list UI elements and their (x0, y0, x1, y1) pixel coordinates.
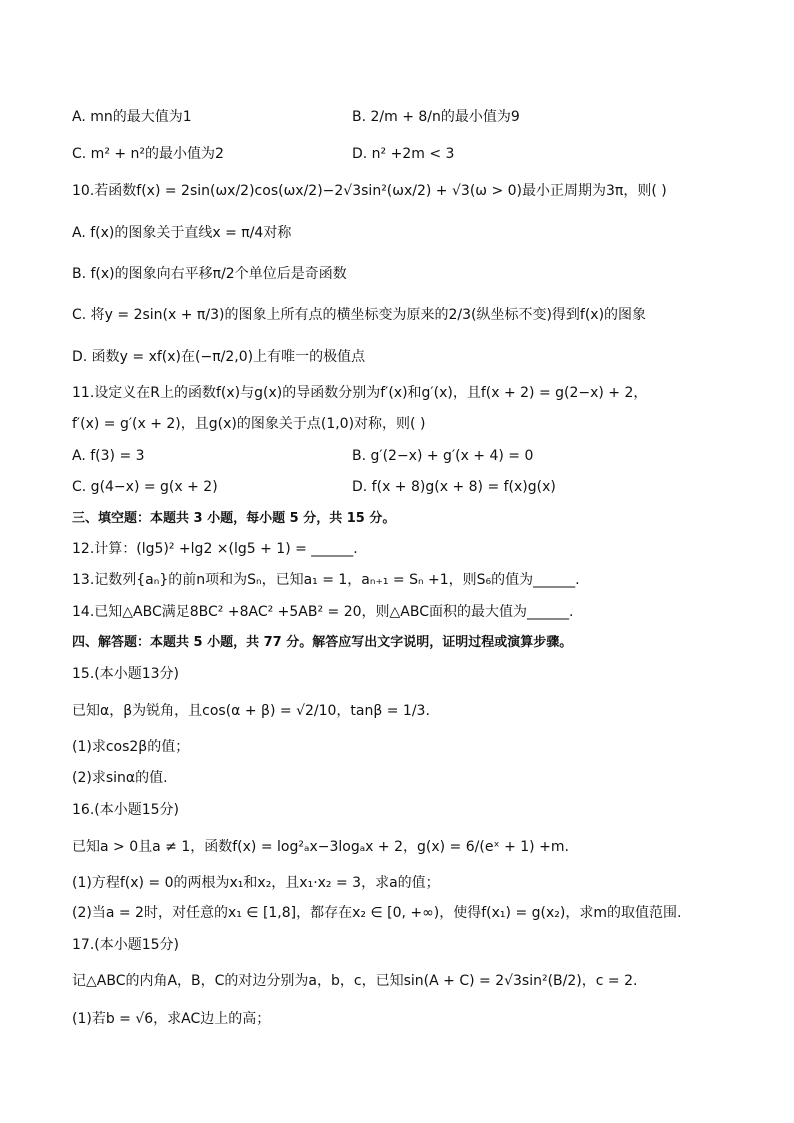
q9-option-b: B. 2/m + 8/n的最小值为9 (352, 109, 520, 125)
q9-option-c: C. m² + n²的最小值为2 (72, 146, 224, 162)
q13: 13.记数列{aₙ}的前n项和为Sₙ，已知a₁ = 1，aₙ₊₁ = Sₙ +1，则S₆的值为______. (72, 572, 580, 588)
q10-option-c: C. 将y = 2sin(x + π/3)的图象上所有点的横坐标变为原来的2/3(纵坐标不变)得到f(x)的图象 (72, 307, 647, 323)
q12: 12.计算：(lg5)² +lg2 ×(lg5 + 1) = ______. (72, 541, 358, 557)
q11-option-c: C. g(4−x) = g(x + 2) (72, 479, 218, 495)
q11-stem-line2: f′(x) = g′(x + 2)，且g(x)的图象关于点(1,0)对称，则( ) (72, 416, 426, 432)
q10-option-a: A. f(x)的图象关于直线x = π/4对称 (72, 225, 292, 241)
q17-heading: 17.(本小题15分) (72, 937, 180, 953)
q10-option-d: D. 函数y = xf(x)在(−π/2,0)上有唯一的极值点 (72, 349, 366, 365)
q16-part1: (1)方程f(x) = 0的两根为x₁和x₂，且x₁·x₂ = 3，求a的值； (72, 875, 440, 891)
q16-part2: (2)当a = 2时，对任意的x₁ ∈ [1,8]，都存在x₂ ∈ [0, +∞)，使得f(x₁) = g(x₂)，求m的取值范围. (72, 905, 682, 921)
q15-part1: (1)求cos2β的值； (72, 739, 190, 755)
q15-part2: (2)求sinα的值. (72, 770, 168, 786)
q11-option-b: B. g′(2−x) + g′(x + 4) = 0 (352, 448, 534, 464)
q9-option-a: A. mn的最大值为1 (72, 109, 192, 125)
q10-option-b: B. f(x)的图象向右平移π/2个单位后是奇函数 (72, 266, 347, 282)
q11-stem-line1: 11.设定义在R上的函数f(x)与g(x)的导函数分别为f′(x)和g′(x)，且f(x + 2) = g(2−x) + 2， (72, 385, 648, 401)
q17-part1: (1)若b = √6，求AC边上的高； (72, 1011, 271, 1027)
q16-stem: 已知a > 0且a ≠ 1，函数f(x) = log²ₐx−3logₐx + 2，g(x) = 6/(eˣ + 1) +m. (72, 839, 569, 855)
q9-option-d: D. n² +2m < 3 (352, 146, 455, 162)
section-3-heading: 三、填空题：本题共 3 小题，每小题 5 分，共 15 分。 (72, 511, 396, 526)
q14: 14.已知△ABC满足8BC² +8AC² +5AB² = 20，则△ABC面积的最大值为______. (72, 604, 574, 620)
q11-option-a: A. f(3) = 3 (72, 448, 145, 464)
q11-option-d: D. f(x + 8)g(x + 8) = f(x)g(x) (352, 479, 556, 495)
q17-stem: 记△ABC的内角A，B，C的对边分别为a，b，c，已知sin(A + C) = 2√3sin²(B/2)，c = 2. (72, 973, 638, 989)
section-4-heading: 四、解答题：本题共 5 小题，共 77 分。解答应写出文字说明，证明过程或演算步骤。 (72, 635, 573, 650)
q15-stem: 已知α，β为锐角，且cos(α + β) = √2/10，tanβ = 1/3. (72, 703, 430, 719)
q16-heading: 16.(本小题15分) (72, 802, 180, 818)
q15-heading: 15.(本小题13分) (72, 666, 180, 682)
q10-stem: 10.若函数f(x) = 2sin(ωx/2)cos(ωx/2)−2√3sin²(ωx/2) + √3(ω > 0)最小正周期为3π，则( ) (72, 183, 667, 199)
